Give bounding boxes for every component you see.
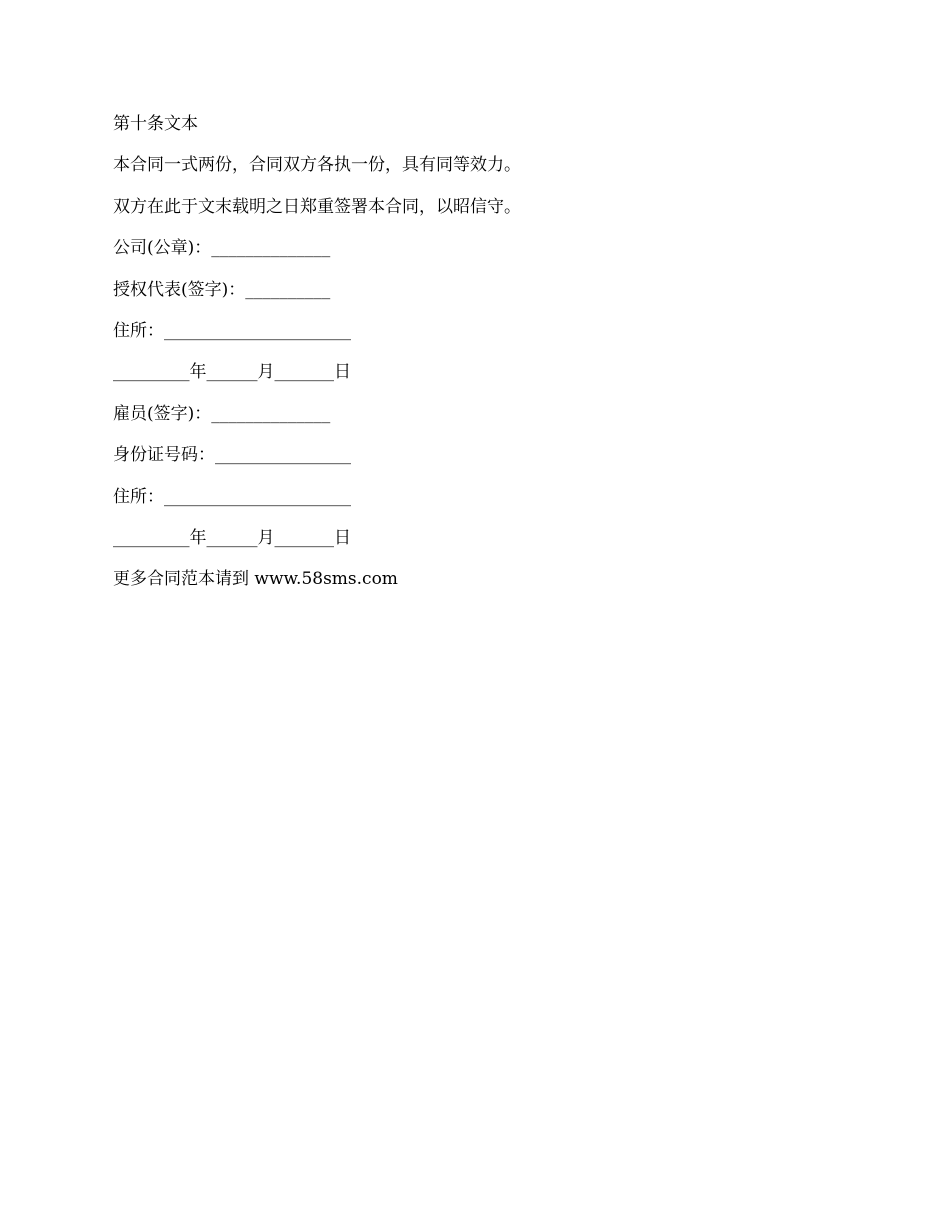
article-heading: 第十条文本 [113, 114, 198, 134]
employee-address-line: 住所：______________________ [113, 486, 351, 507]
authorized-representative-line: 授权代表(签字)：__________ [113, 279, 331, 300]
document-body [113, 109, 873, 606]
signing-clause: 双方在此于文末载明之日郑重签署本合同，以昭信守。 [113, 196, 521, 217]
employee-id-number-line: 身份证号码：________________ [113, 445, 351, 466]
company-address-line: 住所：______________________ [113, 320, 351, 341]
footer-more-templates: 更多合同范本请到 www.58sms.com [113, 569, 398, 590]
company-date-line: _________年______月_______日 [113, 362, 351, 383]
company-seal-line: 公司(公章)：______________ [113, 238, 331, 259]
copies-clause: 本合同一式两份，合同双方各执一份，具有同等效力。 [113, 155, 521, 176]
employee-date-line: _________年______月_______日 [113, 527, 351, 548]
employee-signature-line: 雇员(签字)：______________ [113, 403, 331, 424]
